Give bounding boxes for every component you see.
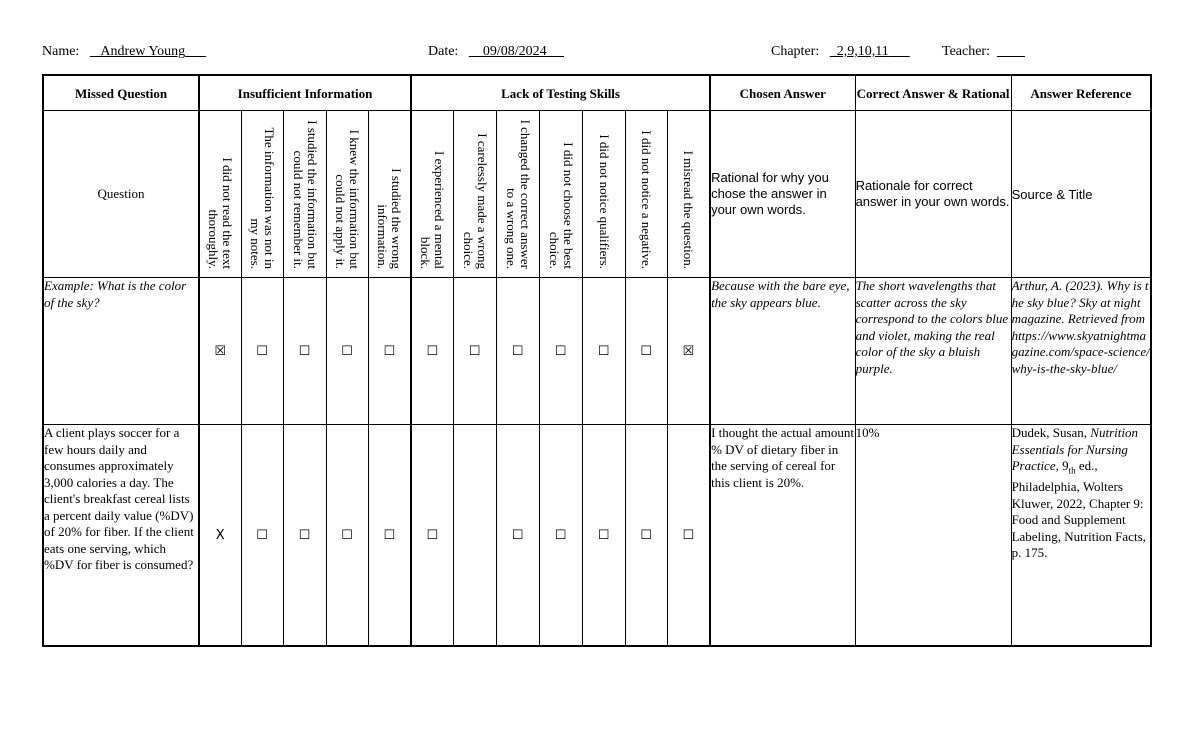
checkbox[interactable]: ☐ [453, 278, 496, 425]
teacher-label: Teacher: [942, 44, 990, 59]
date-field [428, 44, 564, 60]
reason-header: I studied the information but could not remember it. [283, 111, 326, 278]
missed-question-header: Missed Question [43, 75, 199, 111]
checkbox[interactable]: ☐ [326, 425, 368, 647]
reason-header: I carelessly made a wrong choice. [453, 111, 496, 278]
date-label: Date: [428, 44, 459, 59]
checkbox[interactable]: ☐ [241, 425, 283, 647]
client-reference[interactable]: Dudek, Susan, Nutrition Essentials for Nursing Practice, $9_{th}$ ed., Philadelphia, Wolters Kluwer, 2022, Chapter 9: Food and Supplement Labeling, Nutrition Facts, p. 175. [1011, 425, 1151, 647]
example-row [43, 278, 1151, 425]
checkbox[interactable]: ☐ [368, 425, 411, 647]
chapter-value[interactable]: 2,9,10,11 [836, 44, 889, 59]
teacher-value[interactable] [997, 44, 1025, 59]
example-reference: Arthur, A. (2023). Why is the sky blue? Sky at night magazine. Retrieved from https://www.skyatnightmagazine.com/space-science/why-is-the-sky-blue/ [1011, 278, 1151, 425]
missed-question-analysis-table [42, 74, 1152, 647]
reason-header: I knew the information but could not apply it. [326, 111, 368, 278]
name-label: Name: [42, 44, 80, 59]
reason-header: I did not read the text thoroughly. [199, 111, 241, 278]
name-value[interactable]: Andrew Young [100, 44, 186, 59]
teacher-field [942, 44, 1025, 60]
checkbox[interactable]: ☐ [496, 278, 539, 425]
answer-reference-header: Answer Reference [1011, 75, 1151, 111]
name-field [42, 44, 206, 60]
chosen-answer-descriptor: Rational for why you chose the answer in your own words. [710, 111, 855, 278]
checkbox[interactable] [453, 425, 496, 647]
reason-header: I misread the question. [667, 111, 710, 278]
checkbox[interactable]: ☐ [625, 425, 667, 647]
chapter-field [771, 44, 910, 60]
reference-descriptor: Source & Title [1011, 111, 1151, 278]
lack-of-testing-skills-header: Lack of Testing Skills [411, 75, 710, 111]
date-value[interactable]: 09/08/2024 [482, 44, 547, 59]
reason-header: I studied the wrong information. [368, 111, 411, 278]
checkbox[interactable]: ☐ [539, 278, 582, 425]
reason-header: I did not notice a negative. [625, 111, 667, 278]
checkbox[interactable]: X [199, 425, 241, 647]
client-correct-answer[interactable]: 10% [855, 425, 1011, 647]
checkbox[interactable]: ☐ [326, 278, 368, 425]
chapter-label: Chapter: [771, 44, 820, 59]
example-chosen-answer: Because with the bare eye, the sky appears blue. [710, 278, 855, 425]
checkbox[interactable]: ☐ [411, 278, 453, 425]
checkbox[interactable]: ☐ [283, 278, 326, 425]
question-descriptor: Question [43, 111, 199, 278]
checkbox[interactable]: ☐ [667, 425, 710, 647]
reason-header-row [43, 111, 1151, 278]
reason-header: The information was not in my notes. [241, 111, 283, 278]
checkbox[interactable]: ☐ [625, 278, 667, 425]
checkbox[interactable]: ☐ [582, 278, 625, 425]
checkbox[interactable]: ☒ [199, 278, 241, 425]
client-question-row [43, 425, 1151, 647]
checkbox[interactable]: ☐ [283, 425, 326, 647]
correct-answer-descriptor: Rationale for correct answer in your own words. [855, 111, 1011, 278]
checkbox[interactable]: ☐ [411, 425, 453, 647]
example-correct-answer: The short wavelengths that scatter across the sky correspond to the colors blue and violet, making the real color of the sky a bluish purple. [855, 278, 1011, 425]
client-question[interactable]: A client plays soccer for a few hours daily and consumes approximately 3,000 calories a day. The client's breakfast cereal lists a percent daily value (%DV) of 20% for fiber. If the client eats one serving, which %DV for fiber is consumed? [43, 425, 199, 647]
insufficient-information-header: Insufficient Information [199, 75, 411, 111]
reason-header: I did not notice qualifiers. [582, 111, 625, 278]
correct-answer-header: Correct Answer & Rational [855, 75, 1011, 111]
checkbox[interactable]: ☐ [368, 278, 411, 425]
reason-header: I experienced a mental block. [411, 111, 453, 278]
checkbox[interactable]: ☐ [539, 425, 582, 647]
group-header-row [43, 75, 1151, 111]
client-chosen-answer[interactable]: I thought the actual amount % DV of dietary fiber in the serving of cereal for this client is 20%. [710, 425, 855, 647]
reason-header: I did not choose the best choice. [539, 111, 582, 278]
example-question: Example: What is the color of the sky? [43, 278, 199, 425]
checkbox[interactable]: ☒ [667, 278, 710, 425]
chosen-answer-header: Chosen Answer [710, 75, 855, 111]
checkbox[interactable]: ☐ [241, 278, 283, 425]
checkbox[interactable]: ☐ [582, 425, 625, 647]
checkbox[interactable]: ☐ [496, 425, 539, 647]
reason-header: I changed the correct answer to a wrong one. [496, 111, 539, 278]
